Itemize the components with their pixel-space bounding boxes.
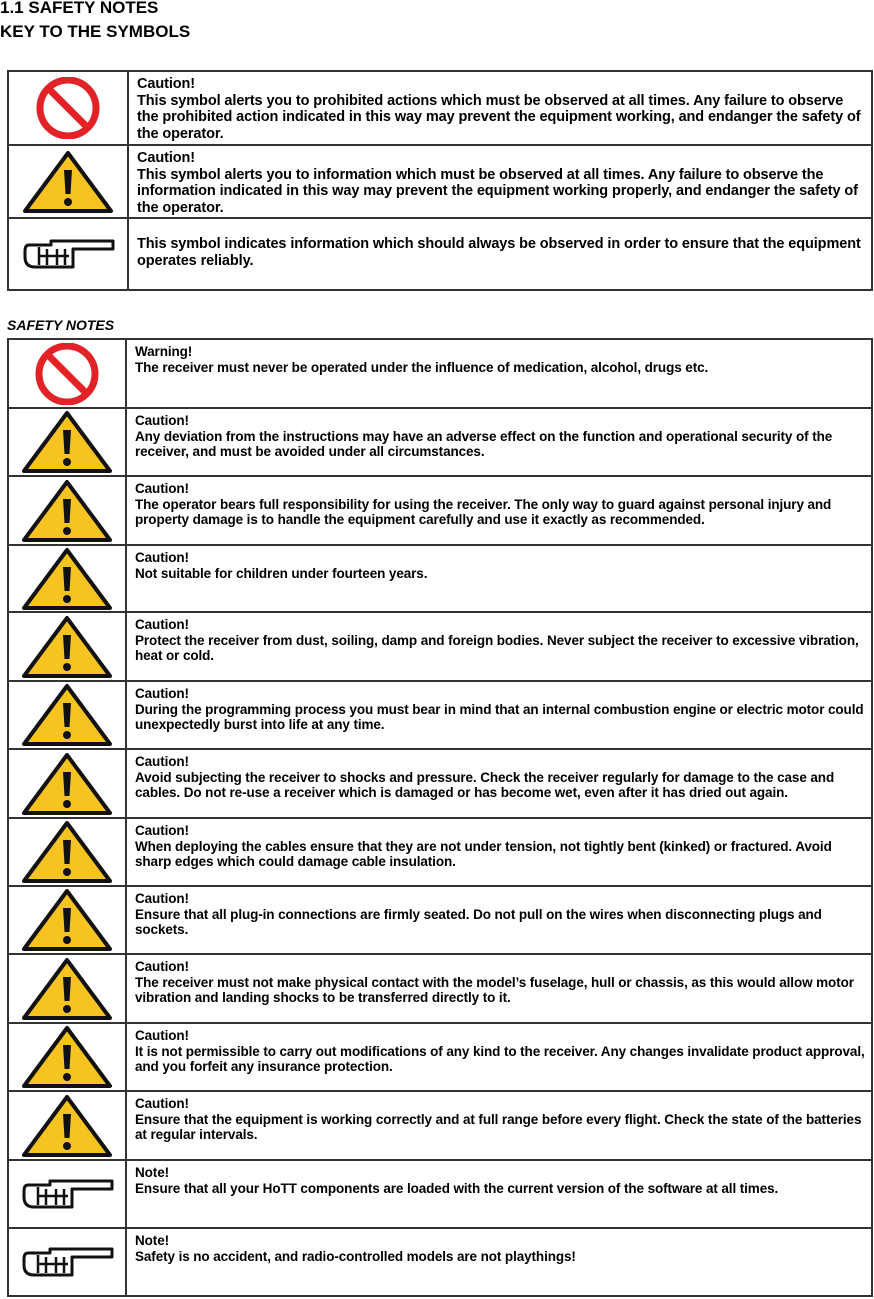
warning-icon — [8, 1023, 126, 1091]
note-text: This symbol alerts you to prohibited actions which must be observed at all times. Any failure to observe the prohibited action indicated in this way may prevent the equipment working, and endanger the safety of the operator. — [137, 92, 861, 142]
table-row — [8, 339, 872, 408]
note-title: Caution! — [135, 891, 189, 906]
warning-icon — [8, 476, 126, 545]
note-text: Safety is no accident, and radio-controlled models are not playthings! — [135, 1248, 576, 1264]
note-title: Caution! — [135, 617, 189, 632]
note-cell — [126, 1228, 872, 1296]
note-title: Caution! — [137, 76, 195, 92]
note-text: The receiver must never be operated under the influence of medication, alcohol, drugs etc. — [135, 359, 709, 375]
note-title: Caution! — [135, 754, 189, 769]
note-cell — [126, 408, 872, 476]
note-title: Caution! — [135, 550, 189, 565]
note-title: Caution! — [135, 686, 189, 701]
warning-icon — [8, 681, 126, 749]
table-row — [8, 408, 872, 476]
table-row — [8, 681, 872, 749]
note-cell — [126, 339, 872, 408]
key-symbols-table — [7, 70, 873, 291]
note-cell — [126, 886, 872, 954]
warning-icon — [8, 1091, 126, 1160]
table-row — [8, 145, 872, 218]
table-row — [8, 218, 872, 290]
note-title: Caution! — [137, 150, 195, 166]
section-heading: 1.1 SAFETY NOTES — [0, 0, 159, 17]
note-text: This symbol alerts you to information which must be observed at all times. Any failure to observe the information indicated in this way may prevent the equipment working properly, and endanger the safety of the operator. — [137, 166, 858, 216]
table-row — [8, 749, 872, 818]
warning-icon — [8, 818, 126, 886]
note-text: This symbol indicates information which should always be observed in order to ensure that the equipment operates reliably. — [137, 236, 861, 269]
pointing-hand-icon — [8, 1160, 126, 1228]
table-row — [8, 545, 872, 612]
note-cell — [126, 818, 872, 886]
note-text: Not suitable for children under fourteen years. — [135, 565, 428, 581]
table-row — [8, 71, 872, 145]
note-cell — [126, 1091, 872, 1160]
note-title: Note! — [135, 1165, 169, 1180]
table-row — [8, 476, 872, 545]
table-row — [8, 1023, 872, 1091]
table-row — [8, 886, 872, 954]
note-cell — [126, 1023, 872, 1091]
note-title: Caution! — [135, 1028, 189, 1043]
note-title: Note! — [135, 1233, 169, 1248]
note-cell — [128, 218, 872, 290]
safety-notes-table — [7, 338, 873, 1297]
pointing-hand-icon — [8, 218, 128, 290]
note-text: During the programming process you must bear in mind that an internal combustion engine or electric motor could unexpectedly burst into life at any time. — [135, 701, 864, 732]
note-title: Warning! — [135, 344, 193, 359]
note-title: Caution! — [135, 1096, 189, 1111]
table-row — [8, 1091, 872, 1160]
note-text: Avoid subjecting the receiver to shocks and pressure. Check the receiver regularly for damage to the case and cables. Do not re-use a receiver which is damaged or has become wet, even after it has dried out again. — [135, 769, 835, 800]
note-text: Ensure that the equipment is working correctly and at full range before every flight. Check the state of the batteries at regular intervals. — [135, 1111, 862, 1142]
warning-icon — [8, 408, 126, 476]
note-text: When deploying the cables ensure that they are not under tension, not tightly bent (kinked) or fractured. Avoid sharp edges which could damage cable insulation. — [135, 838, 832, 869]
key-symbols-heading: KEY TO THE SYMBOLS — [0, 22, 191, 41]
note-cell — [128, 145, 872, 218]
note-text: It is not permissible to carry out modifications of any kind to the receiver. Any changes invalidate product approval, and you forfeit any insurance protection. — [135, 1043, 865, 1074]
note-cell — [128, 71, 872, 145]
note-cell — [126, 954, 872, 1023]
note-title: Caution! — [135, 413, 189, 428]
note-text: The operator bears full responsibility for using the receiver. The only way to guard against personal injury and property damage is to handle the equipment carefully and use it exactly as recommended. — [135, 496, 832, 527]
note-text: Any deviation from the instructions may have an adverse effect on the function and operational security of the receiver, and must be avoided under all circumstances. — [135, 428, 833, 459]
note-text: Ensure that all plug-in connections are firmly seated. Do not pull on the wires when disconnecting plugs and sockets. — [135, 906, 822, 937]
note-cell — [126, 612, 872, 681]
note-text: Protect the receiver from dust, soiling, damp and foreign bodies. Never subject the receiver to excessive vibration, heat or cold. — [135, 632, 859, 663]
warning-icon — [8, 612, 126, 681]
prohibited-icon — [8, 71, 128, 145]
note-cell — [126, 476, 872, 545]
warning-icon — [8, 954, 126, 1023]
note-title: Caution! — [135, 959, 189, 974]
note-cell — [126, 681, 872, 749]
table-row — [8, 612, 872, 681]
note-text: Ensure that all your HoTT components are loaded with the current version of the software at all times. — [135, 1180, 779, 1196]
note-cell — [126, 1160, 872, 1228]
table-row — [8, 1228, 872, 1296]
table-row — [8, 954, 872, 1023]
prohibited-icon — [8, 339, 126, 408]
note-cell — [126, 545, 872, 612]
warning-icon — [8, 749, 126, 818]
table-row — [8, 818, 872, 886]
note-text: The receiver must not make physical contact with the model’s fuselage, hull or chassis, as this would allow motor vibration and landing shocks to be transferred directly to it. — [135, 974, 854, 1005]
pointing-hand-icon — [8, 1228, 126, 1296]
table-row — [8, 1160, 872, 1228]
safety-notes-heading: SAFETY NOTES — [7, 317, 115, 333]
note-title: Caution! — [135, 823, 189, 838]
warning-icon — [8, 145, 128, 218]
warning-icon — [8, 886, 126, 954]
note-title: Caution! — [135, 481, 189, 496]
warning-icon — [8, 545, 126, 612]
note-cell — [126, 749, 872, 818]
